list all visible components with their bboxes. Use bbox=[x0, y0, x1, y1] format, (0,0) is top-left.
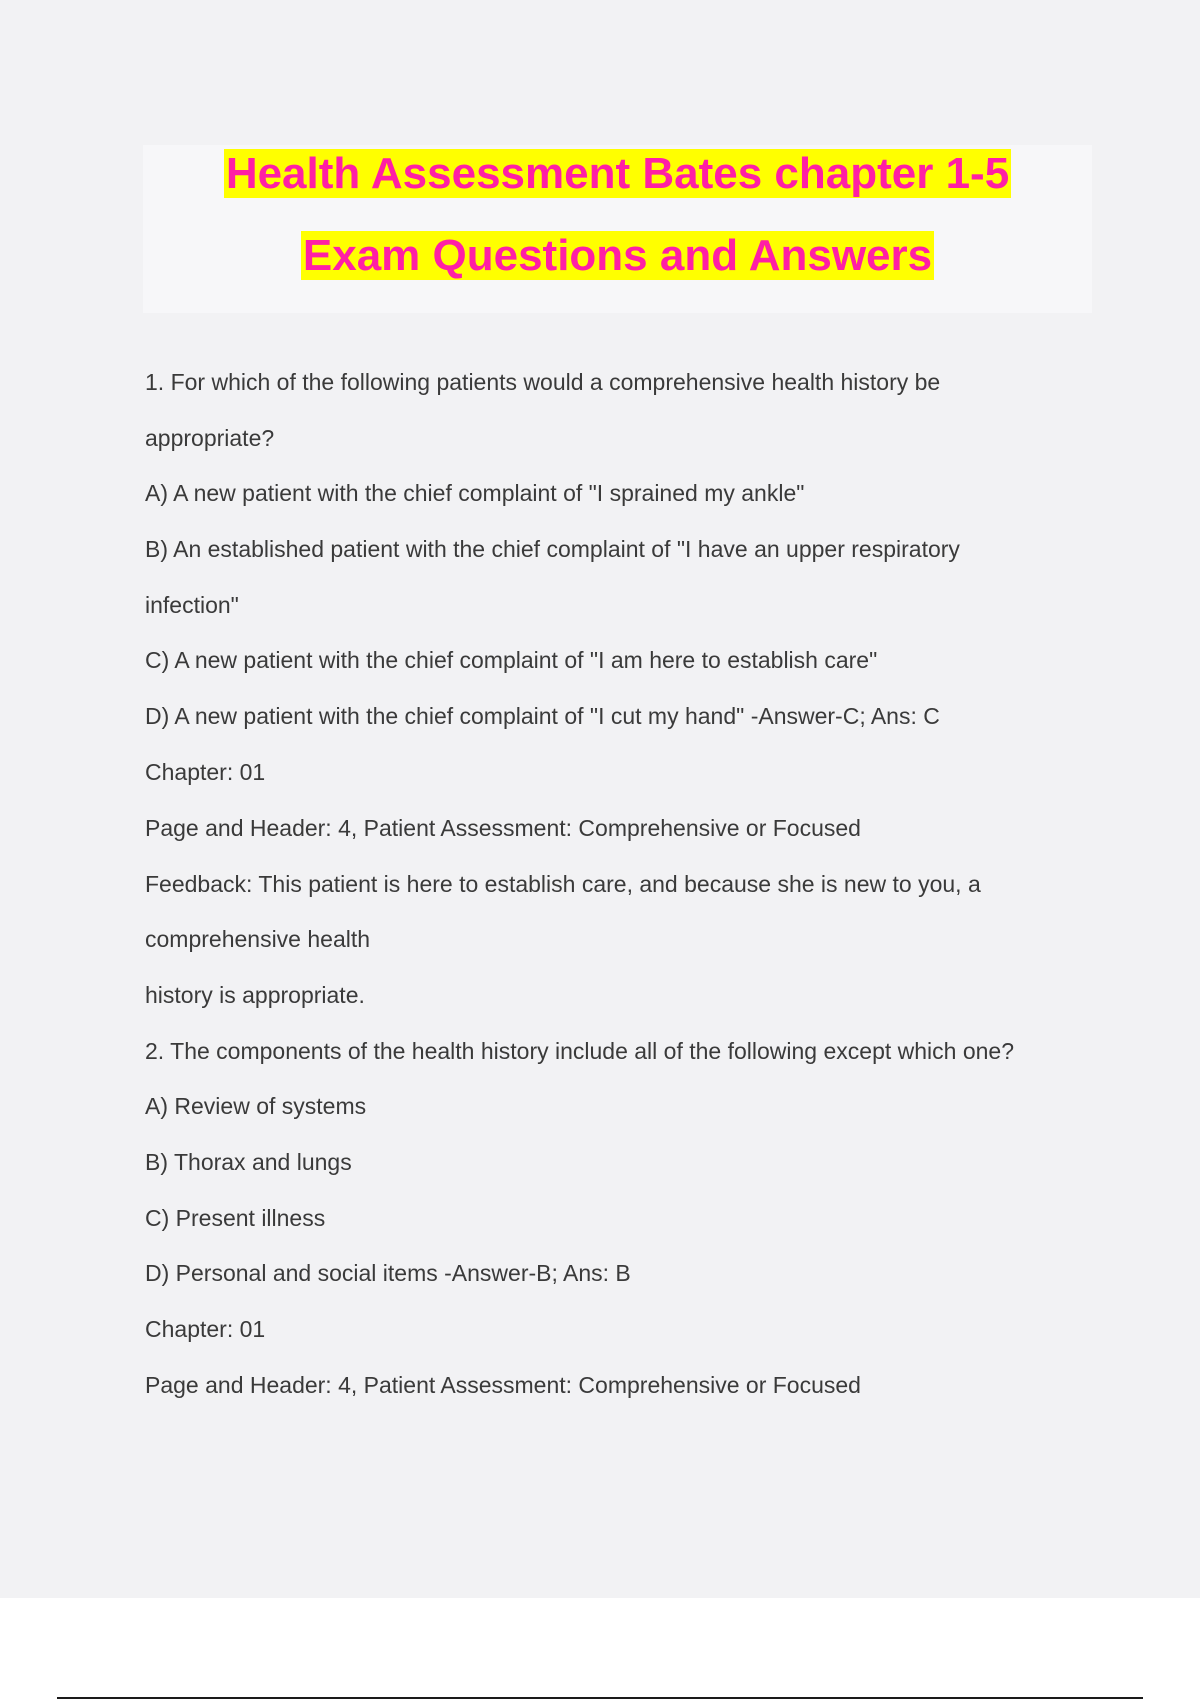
option-2d: D) Personal and social items -Answer-B; Ans: B bbox=[145, 1260, 631, 1286]
page-header-1: Page and Header: 4, Patient Assessment: Comprehensive or Focused bbox=[145, 815, 861, 841]
question-2-text: 2. The components of the health history include all of the following except which one? bbox=[145, 1038, 1015, 1064]
page-header-2: Page and Header: 4, Patient Assessment: Comprehensive or Focused bbox=[145, 1372, 861, 1398]
option-2c: C) Present illness bbox=[145, 1205, 326, 1231]
title-highlight-2: Exam Questions and Answers bbox=[302, 231, 933, 280]
title-highlight-1: Health Assessment Bates chapter 1-5 bbox=[225, 149, 1010, 198]
option-1b: B) An established patient with the chief complaint of "I have an upper respiratory bbox=[145, 536, 960, 562]
footer-divider bbox=[57, 1697, 1143, 1699]
page-title-line-1 bbox=[143, 146, 1092, 202]
option-2b: B) Thorax and lungs bbox=[145, 1149, 352, 1175]
option-1d: D) A new patient with the chief complaint of "I cut my hand" -Answer-C; Ans: C bbox=[145, 703, 940, 729]
question-1-text-cont: appropriate? bbox=[145, 425, 275, 451]
feedback-1: Feedback: This patient is here to establish care, and because she is new to you, a bbox=[145, 871, 981, 897]
page-title-line-2 bbox=[143, 228, 1092, 284]
question-1-text: 1. For which of the following patients would a comprehensive health history be bbox=[145, 369, 941, 395]
chapter-1: Chapter: 01 bbox=[145, 759, 266, 785]
feedback-1-cont: comprehensive health bbox=[145, 926, 371, 952]
feedback-1-cont-2: history is appropriate. bbox=[145, 982, 365, 1008]
option-1a: A) A new patient with the chief complaint of "I sprained my ankle" bbox=[145, 480, 805, 506]
option-1b-cont: infection" bbox=[145, 592, 239, 618]
option-2a: A) Review of systems bbox=[145, 1093, 367, 1119]
chapter-2: Chapter: 01 bbox=[145, 1316, 266, 1342]
option-1c: C) A new patient with the chief complaint of "I am here to establish care" bbox=[145, 647, 878, 673]
